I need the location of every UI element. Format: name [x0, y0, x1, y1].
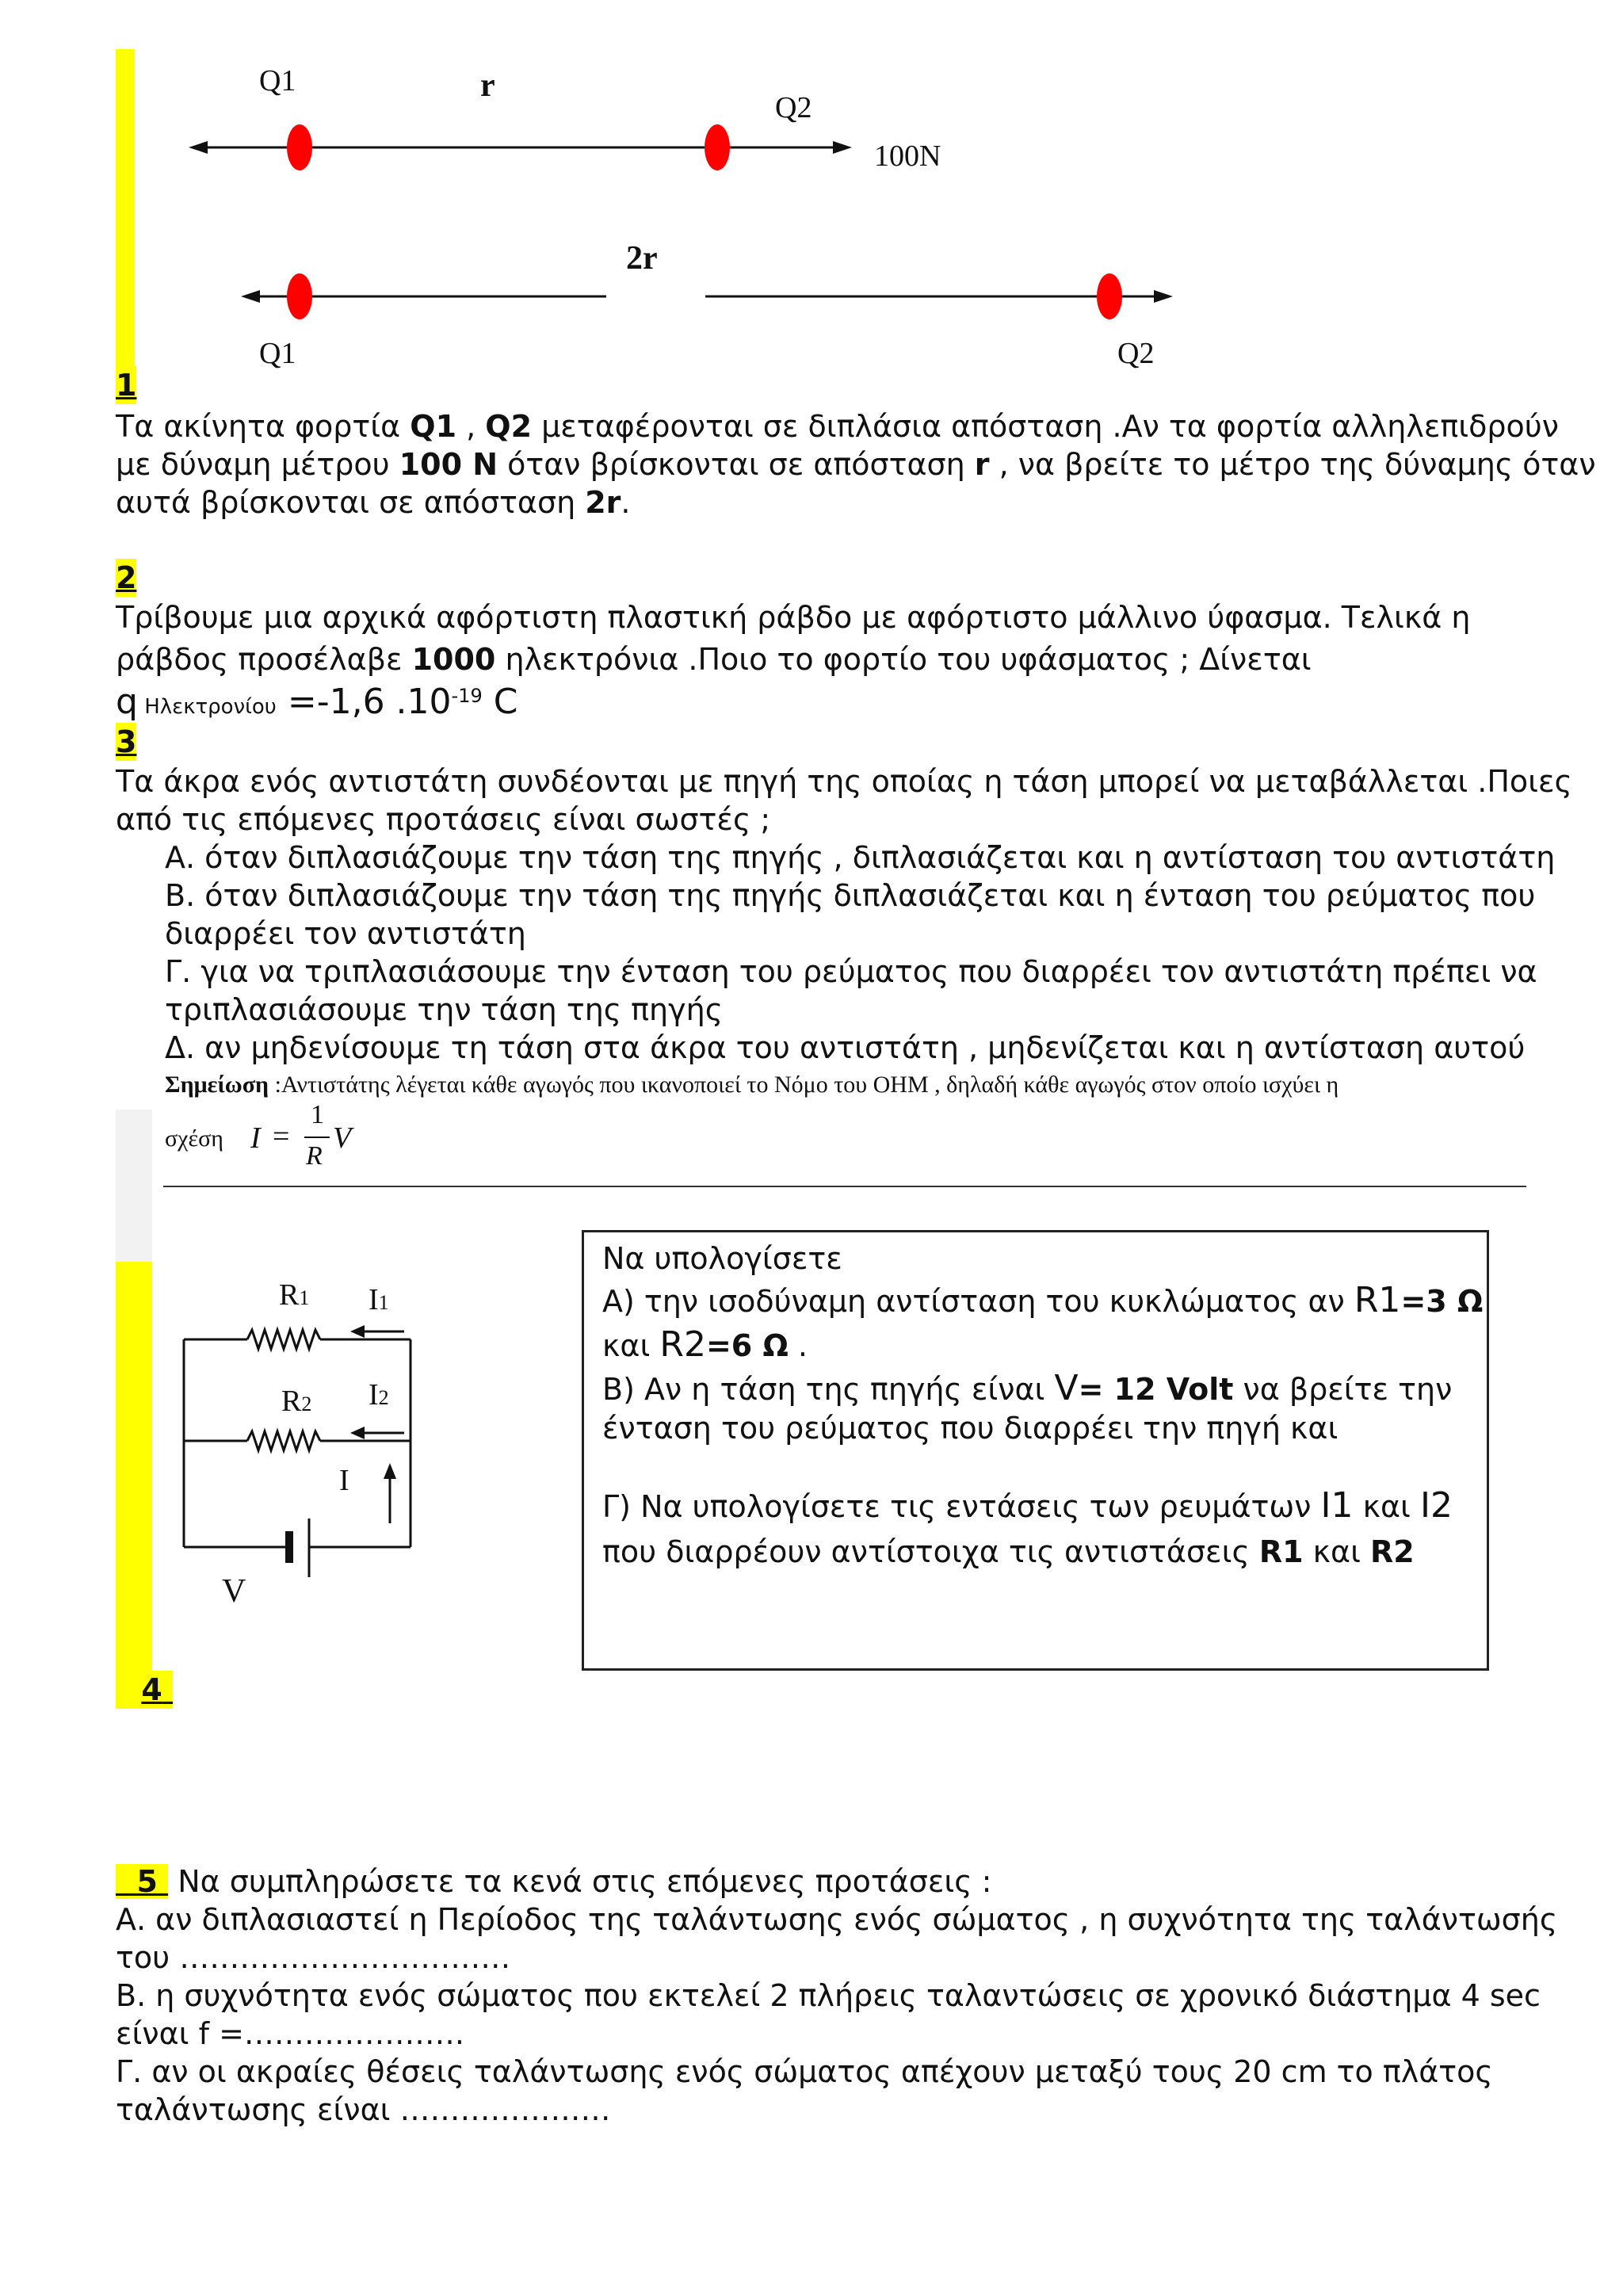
formula-v: V — [333, 1121, 352, 1155]
q2-charge-value: q Ηλεκτρονίου =-1,6 $.10^{-19}$ C — [116, 682, 518, 722]
formula-denominator: R — [306, 1141, 323, 1171]
top-left-arrow — [189, 141, 208, 154]
q4-box-line7: που διαρρέουν αντίστοιχα τις αντιστάσεις R1 και R2 — [602, 1534, 1415, 1569]
formula-eq: = — [273, 1120, 290, 1153]
i1-arrow — [350, 1325, 365, 1338]
formula-numerator: 1 — [311, 1100, 324, 1129]
label-force: 100N — [874, 139, 941, 173]
circuit-i-label: I — [339, 1464, 349, 1497]
q1-line2: με δύναμη μέτρου 100 N όταν βρίσκονται σε απόσταση r , να βρείτε το μέτρο της δύναμης όταν — [116, 447, 1596, 482]
circuit-r1-label: R1 — [279, 1278, 310, 1312]
q5-b1: Β. η συχνότητα ενός σώματος που εκτελεί 2 πλήρεις ταλαντώσεις σε χρονικό διάστημα 4 sec — [116, 1978, 1541, 2013]
top-charge-q2 — [705, 124, 730, 170]
q3-option-b2: διαρρέει τον αντιστάτη — [165, 916, 526, 951]
circuit-v-label: V — [222, 1573, 246, 1610]
formula-fraction-bar — [304, 1137, 330, 1138]
coulomb-diagram — [0, 0, 1268, 380]
q3-option-c1: Γ. για να τριπλασιάσουμε την ένταση του ρεύματος που διαρρέει τον αντιστάτη πρέπει να — [165, 954, 1537, 989]
q4-box-line2: Α) την ισοδύναμη αντίσταση του κυκλώματος αν R1=3 Ω — [602, 1280, 1484, 1320]
q3-intro1: Τα άκρα ενός αντιστάτη συνδέονται με πηγή της οποίας η τάση μπορεί να μεταβάλλεται .Ποιες — [116, 764, 1572, 799]
q1-number: 1 — [116, 368, 137, 403]
q2-line2: ράβδος προσέλαβε 1000 ηλεκτρόνια .Ποιο το φορτίο του υφάσματος ; Δίνεται — [116, 642, 1312, 677]
resistor-r1 — [247, 1330, 320, 1349]
label-r: r — [480, 67, 495, 104]
label-q1-top: Q1 — [259, 64, 296, 97]
circuit-i2-label: I2 — [369, 1378, 389, 1412]
formula-i: I — [250, 1121, 261, 1155]
q4-box-line5: ένταση του ρεύματος που διαρρέει την πηγή και — [602, 1411, 1338, 1446]
bottom-left-arrow — [241, 290, 260, 303]
q4-box-line3: και R2=6 Ω . — [602, 1324, 808, 1365]
bottom-charge-q1 — [287, 273, 312, 319]
resistor-r2 — [247, 1431, 320, 1450]
label-q2-top: Q2 — [775, 91, 812, 124]
q5-c2: ταλάντωσης είναι ………………… — [116, 2092, 611, 2127]
battery-negative — [285, 1531, 293, 1563]
label-2r: 2r — [626, 240, 658, 277]
q4-number: 4 — [116, 1671, 173, 1709]
q3-option-a: Α. όταν διπλασιάζουμε την τάση της πηγής , διπλασιάζεται και η αντίσταση του αντιστάτη — [165, 840, 1556, 875]
i-arrow — [384, 1463, 396, 1479]
q5-a1: Α. αν διπλασιαστεί η Περίοδος της ταλάντωσης ενός σώματος , η συχνότητα της ταλάντωσής — [116, 1902, 1558, 1937]
q4-box-line1: Να υπολογίσετε — [602, 1241, 842, 1276]
bottom-charge-q2 — [1097, 273, 1122, 319]
q3-intro2: από τις επόμενες προτάσεις είναι σωστές ; — [116, 802, 771, 837]
q5-b2: είναι f =…………………. — [116, 2016, 464, 2051]
bottom-right-arrow — [1154, 290, 1173, 303]
q3-option-b1: Β. όταν διπλασιάζουμε την τάση της πηγής διπλασιάζεται και η ένταση του ρεύματος που — [165, 878, 1536, 913]
q3-option-c2: τριπλασιάσουμε την τάση της πηγής — [165, 992, 724, 1027]
label-q2-bottom: Q2 — [1117, 337, 1155, 370]
circuit-diagram — [174, 1268, 444, 1617]
label-q1-bottom: Q1 — [259, 337, 296, 370]
q3-note: Σημείωση :Αντιστάτης λέγεται κάθε αγωγός που ικανοποιεί το Νόμο του ΟΗΜ , δηλαδή κάθε αγωγός στον οποίο ισχύει η — [165, 1072, 1339, 1098]
q5-heading: 5 Να συμπληρώσετε τα κενά στις επόμενες προτάσεις : — [116, 1862, 991, 1901]
q3-number: 3 — [116, 724, 137, 759]
q4-box-line4: Β) Αν η τάση της πηγής είναι V= 12 Volt να βρείτε την — [602, 1368, 1453, 1408]
q1-line1: Τα ακίνητα φορτία Q1 , Q2 μεταφέρονται σε διπλάσια απόσταση .Αν τα φορτία αλληλεπιδρούν — [116, 409, 1559, 444]
q1-line3: αυτά βρίσκονται σε απόσταση 2r. — [116, 485, 631, 520]
section-divider — [163, 1186, 1526, 1187]
q3-note-relation: σχέση — [165, 1125, 223, 1152]
margin-highlight-q4 — [116, 1262, 152, 1706]
q4-box-line6: Γ) Να υπολογίσετε τις εντάσεις των ρευμάτων Ι1 και Ι2 — [602, 1485, 1453, 1526]
circuit-i1-label: I1 — [369, 1283, 389, 1316]
q3-option-d: Δ. αν μηδενίσουμε τη τάση στα άκρα του αντιστάτη , μηδενίζεται και η αντίσταση αυτού — [165, 1030, 1526, 1065]
q5-c1: Γ. αν οι ακραίες θέσεις ταλάντωσης ενός σώματος απέχουν μεταξύ τους 20 cm το πλάτος — [116, 2054, 1493, 2089]
margin-shade-q3 — [116, 1110, 152, 1262]
q2-line1: Τρίβουμε μια αρχικά αφόρτιστη πλαστική ράβδο με αφόρτιστο μάλλινο ύφασμα. Τελικά η — [116, 600, 1471, 635]
q5-a2: του …………………………… — [116, 1940, 511, 1975]
i2-arrow — [350, 1427, 365, 1439]
q2-number: 2 — [116, 560, 137, 595]
circuit-r2-label: R2 — [281, 1385, 312, 1418]
top-right-arrow — [833, 141, 852, 154]
top-charge-q1 — [287, 124, 312, 170]
